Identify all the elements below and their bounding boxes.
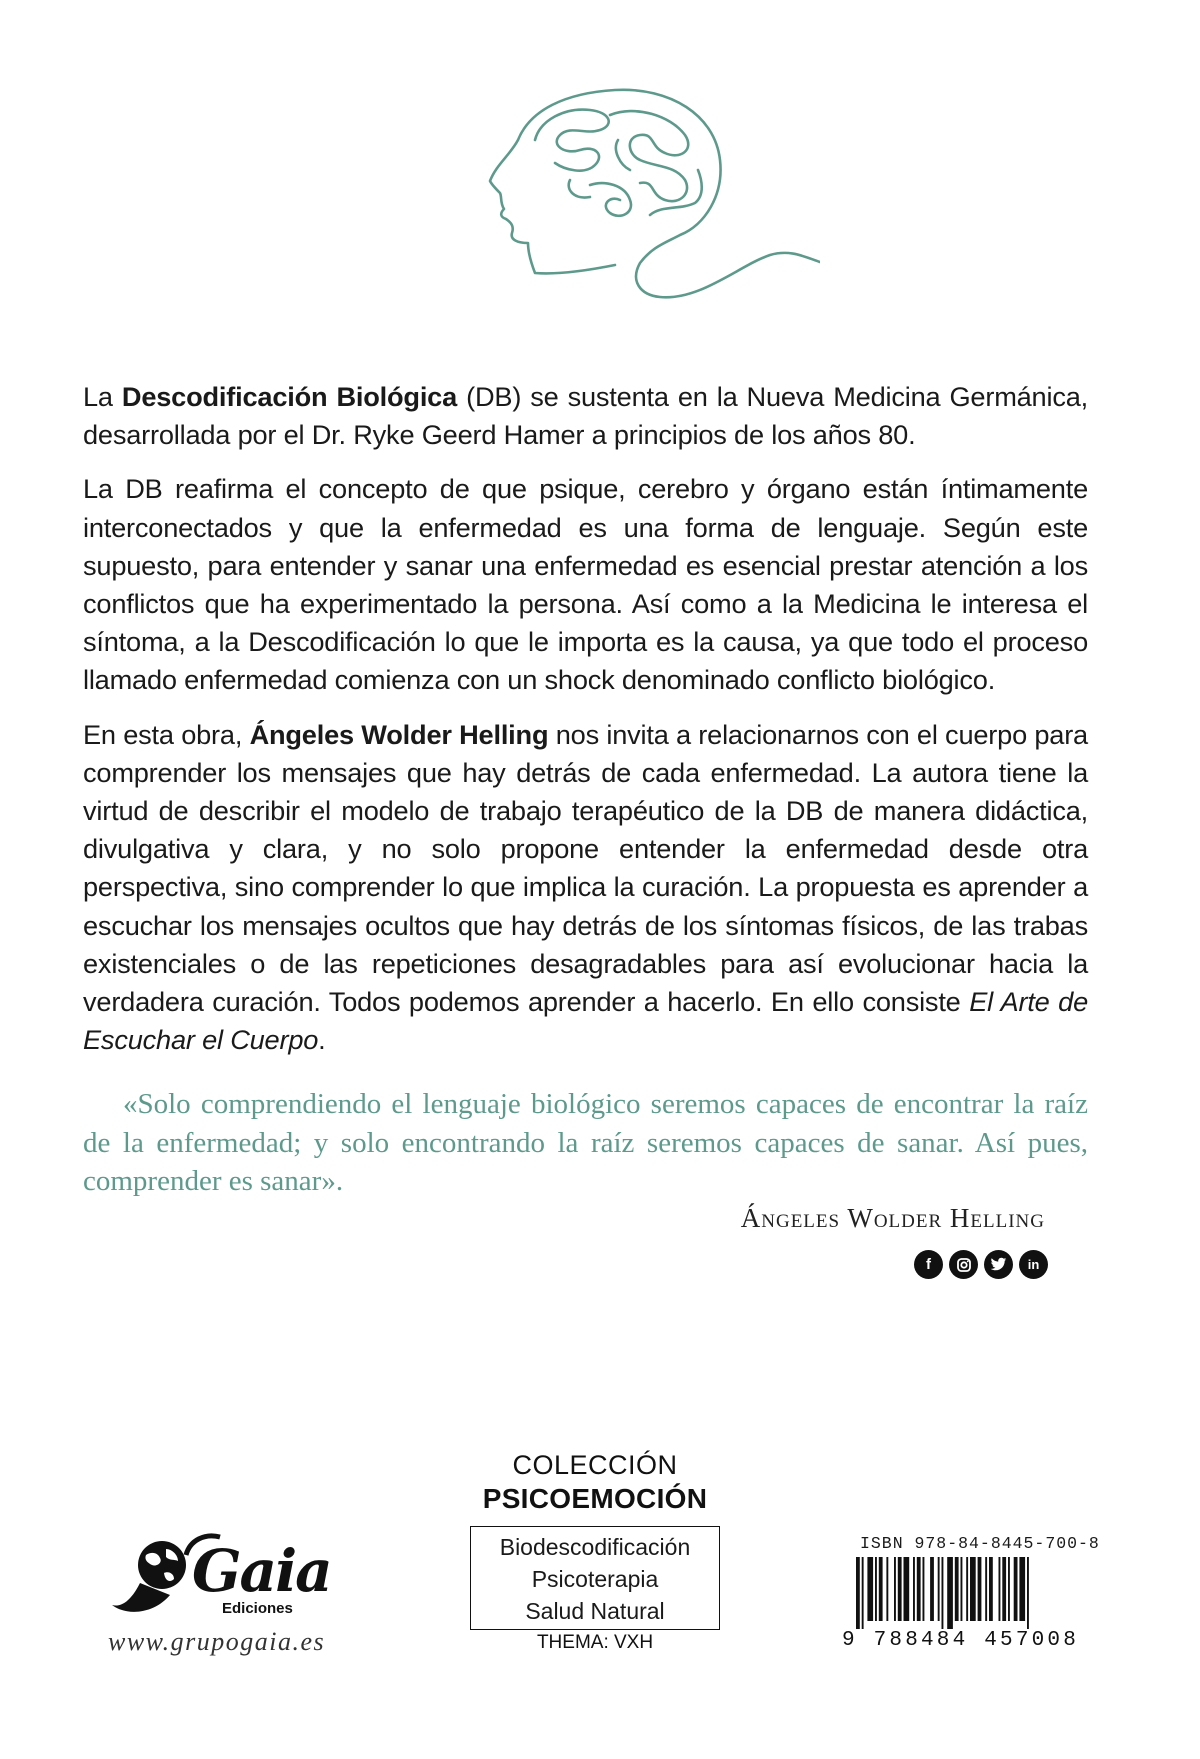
thema-code: THEMA: VXH — [536, 1632, 654, 1653]
blurb-paragraph-3: En esta obra, Ángeles Wolder Helling nos invita a relacionarnos con el cuerpo para comprender los mensajes que hay detrás de cada enfermedad. La autora tiene la virtud de describir el modelo de trabajo terapéutico de la DB de manera didáctica, divulgativa y clara, y no solo propone entender la enfermedad desde otra perspectiva, sino comprender lo que implica la curación. La propuesta es aprender a escuchar los mensajes ocultos que hay detrás de los síntomas físicos, de las trabas existenciales o de las repeticiones desagradables para así evolucionar hacia la verdadera curación. Todos podemos aprender a hacerlo. En ello consiste El Arte de Escuchar el Cuerpo. — [83, 718, 1089, 1056]
category-item: Salud Natural — [525, 1598, 665, 1624]
blurb-paragraph-2: La DB reafirma el concepto de que psique, cerebro y órgano están íntimamente interconectados y que la enfermedad es una forma de lenguaje. Según este supuesto, para entender y sanar una enfermedad es esencial prestar atención a los conflictos que ha experimentado la persona. Así como a la Medicina le interesa el síntoma, a la Descodificación lo que le importa es la causa, ya que todo el proceso llamado enfermedad comienza con un shock denominado conflicto biológico. — [83, 473, 1088, 696]
blurb-paragraph-1: La Descodificación Biológica (DB) se sustenta en la Nueva Medicina Germánica, desarrollada por el Dr. Ryke Geerd Hamer a principios de los años 80. — [83, 381, 1088, 451]
svg-text:Gaia: Gaia — [192, 1537, 331, 1605]
gaia-logo — [110, 1525, 340, 1620]
author-quote: «Solo comprendiendo el lenguaje biológico seremos capaces de encontrar la raíz de la enfermedad; y solo encontrando la raíz seremos capaces de sanar. Así pues, comprender es sanar». — [83, 1088, 1088, 1198]
facebook-icon[interactable]: f — [914, 1250, 943, 1279]
linkedin-icon[interactable]: in — [1019, 1250, 1048, 1279]
svg-text:9 788484 457008: 9 788484 457008 — [842, 1629, 1080, 1647]
isbn-barcode — [842, 1557, 1088, 1647]
back-cover-blurb — [83, 378, 1088, 1075]
isbn-label: ISBN 978-84-8445-700-8 — [860, 1534, 1100, 1553]
collection-label: COLECCIÓN — [512, 1450, 678, 1480]
category-box — [470, 1526, 720, 1630]
social-icons — [914, 1250, 1048, 1279]
head-brain-illustration — [440, 85, 820, 310]
twitter-icon[interactable] — [984, 1250, 1013, 1279]
collection-name: PSICOEMOCIÓN — [482, 1483, 708, 1514]
publisher-website[interactable]: www.grupogaia.es — [108, 1627, 326, 1656]
category-item: Psicoterapia — [531, 1566, 659, 1592]
instagram-icon[interactable] — [949, 1250, 978, 1279]
category-item: Biodescodificación — [499, 1534, 691, 1560]
quote-author: Ángeles Wolder Helling — [740, 1203, 1045, 1233]
svg-text:Ediciones: Ediciones — [222, 1600, 293, 1617]
collection-block — [470, 1448, 720, 1654]
